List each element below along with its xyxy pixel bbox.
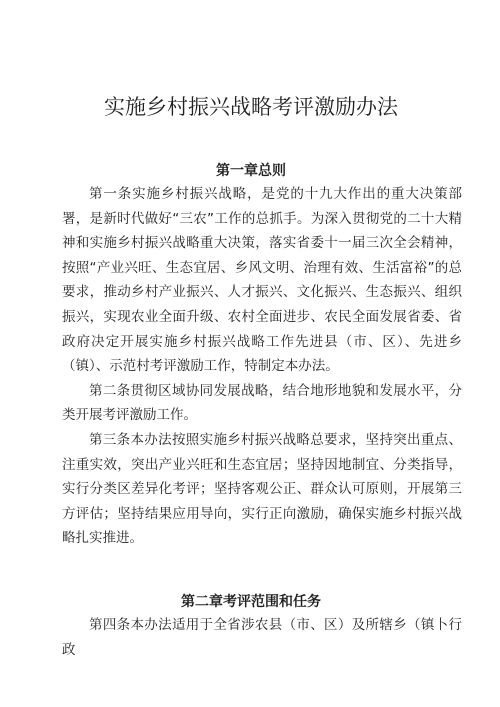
article-4-paragraph: 第四条本办法适用于全省涉农县（市、区）及所辖乡（镇卜行政	[62, 616, 462, 658]
chapter-heading-2: 第二章考评范围和任务	[181, 593, 321, 610]
article-1-paragraph: 第一条实施乡村振兴战略，是党的十九大作出的重大决策部署，是新时代做好“三农”工作的总抓手。为深入贯彻党的二十大精神和实施乡村振兴战略重大决策，落实省委十一届三次全会精神，按照“产业兴旺、生态宜居、乡风文明、治理有效、生活富裕”的总要求，推动乡村产业振兴、人才振兴、文化振兴、生态振兴、组织振兴，实现农业全面升级、农村全面进步、农民全面发展省委、省政府决定开展实施乡村振兴战略工作先进县（市、区）、先进乡（镇）、示范村考评激励工作，特制定本办法。	[62, 186, 462, 375]
chapter-heading-1: 第一章总则	[216, 163, 286, 179]
article-3-paragraph: 第三条本办法按照实施乡村振兴战略总要求，坚持突出重点、注重实效，突出产业兴旺和生态宜居；坚持因地制宜、分类指导，实行分类区差异化考评；坚持客观公正、群众认可原则，开展第三方评估；坚持结果应用导向，实行正向激励，确保实施乡村振兴战略扎实推进。	[62, 431, 462, 547]
document-title: 实施乡村振兴战略考评激励办法	[104, 95, 398, 119]
article-2-paragraph: 第二条贯彻区域协同发展战略，结合地形地貌和发展水平，分类开展考评激励工作。	[62, 382, 462, 424]
